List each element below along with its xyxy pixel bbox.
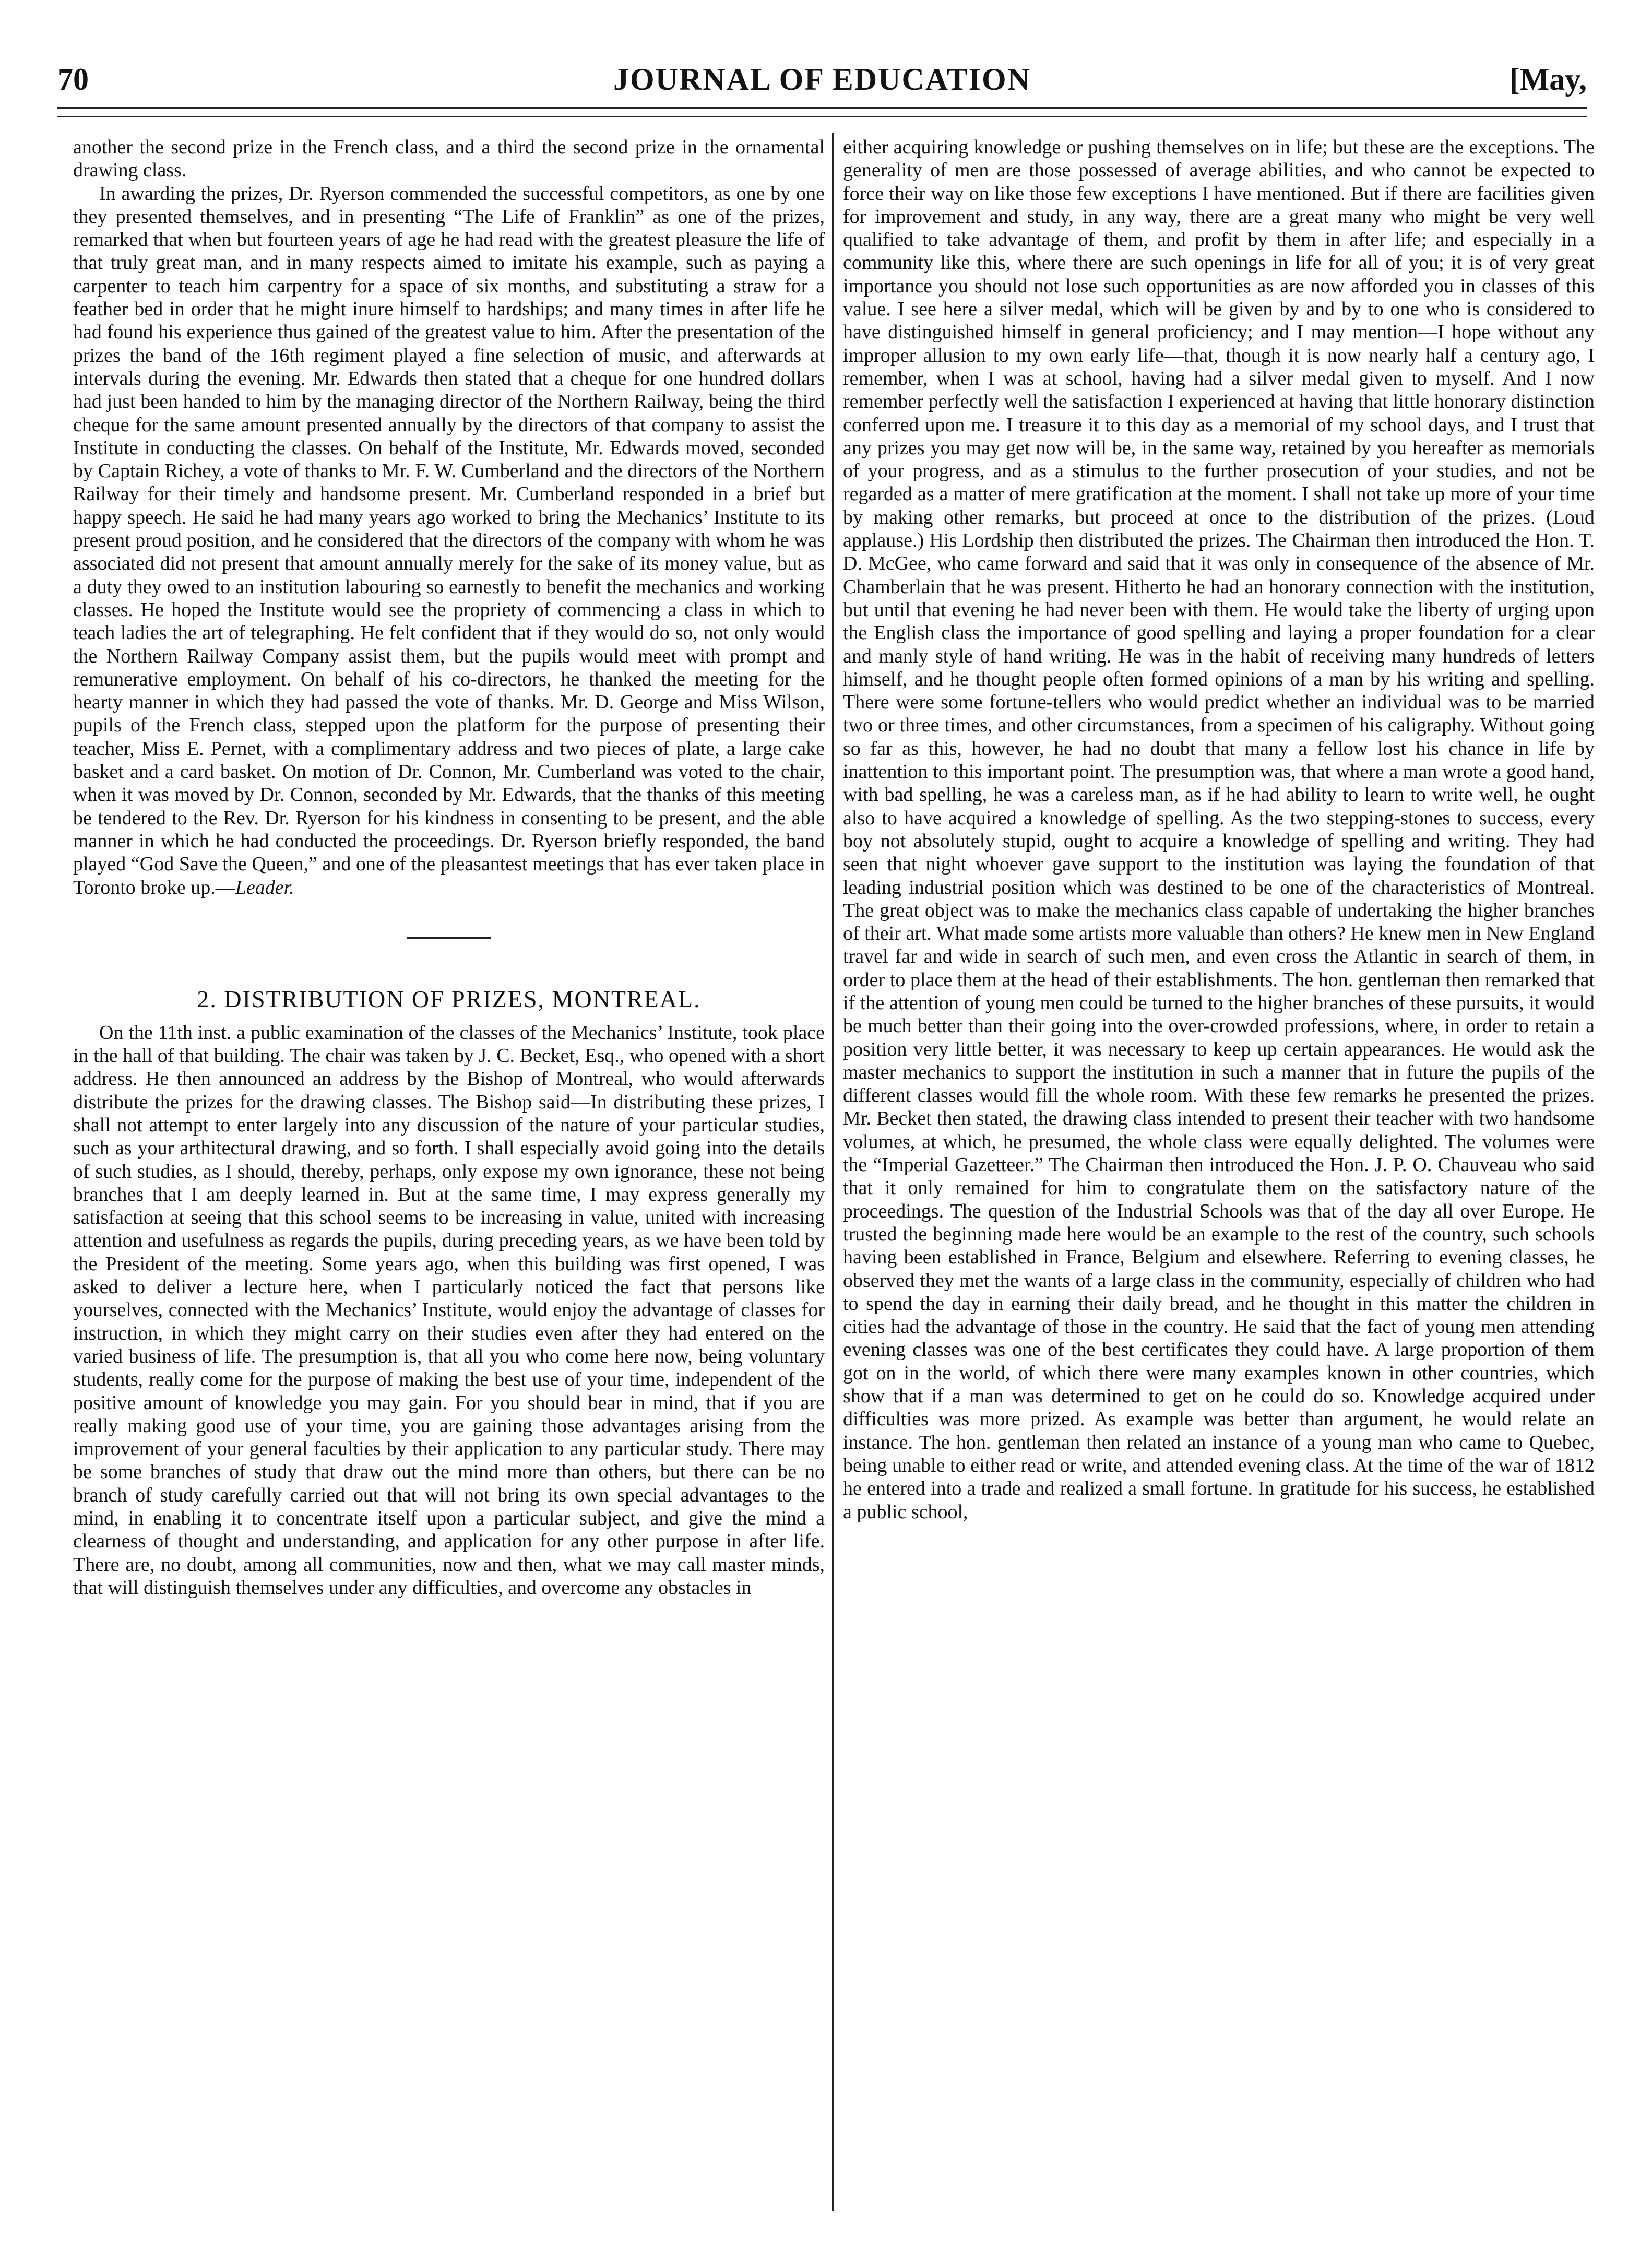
header-rule <box>57 107 1587 109</box>
column-divider <box>832 133 834 2211</box>
section-separator <box>407 937 491 939</box>
page-number: 70 <box>57 62 89 97</box>
paragraph <box>73 182 825 899</box>
paragraph: either acquiring knowledge or pushing themselves on in life; but these are the exceptions. The generality of men are those possessed of average abilities, and who cannot be expected to force their way on like those few exceptions I have mentioned. But if there are facilities given for improvement and study, in any way, there are a great many who might be very well qualified to take advantage of them, and profit by them in after life; and especially in a community like this, where there are such openings in life for all of you; it is of very great importance you should not lose such opportunities as are now afforded you in classes of this value. I see here a silver medal, which will be given by and by to one who is considered to have distinguished himself in general proficiency; and I may mention—I hope without any improper allusion to my own early life—that, though it is now nearly half a century ago, I remember, when I was at school, having had a silver medal given to myself. And I now remember perfectly well the satisfaction I experienced at having that little honorary distinction conferred upon me. I treasure it to this day as a memorial of my school days, and I trust that any prizes you may get now will be, in the same way, retained by you hereafter as memorials of your progress, and as a stimulus to the further prosecution of your studies, and not be regarded as a matter of mere gratification at the moment. I shall not take up more of your time by making other remarks, but proceed at once to the distribution of the prizes. (Loud applause.) His Lordship then distributed the prizes. The Chairman then introduced the Hon. T. D. McGee, who came forward and said that it was only in consequence of the absence of Mr. Chamberlain that he was present. Hitherto he had an honorary connection with the institution, but until that evening he had never been with them. He would take the liberty of urging upon the English class the importance of good spelling and laying a proper foundation for a clear and manly style of hand writing. He was in the habit of receiving many hundreds of letters himself, and he thought people often formed opinions of a man by his writing and spelling. There were some fortune-tellers who would predict whether an individual was to be married two or three times, and other circumstances, from a specimen of his caligraphy. Without going so far as this, however, he had no doubt that many a fellow lost his chance in life by inattention to this important point. The presumption was, that where a man wrote a good hand, with bad spelling, he was a careless man, as if he had ability to learn to write well, he ought also to have acquired a knowledge of spelling. As the two stepping-stones to success, every boy not absolutely stupid, ought to acquire a knowledge of spelling and writing. They had seen that night whoever gave support to the institution was laying the foundation of that leading industrial position which was destined to be one of the characteristics of Montreal. The great object was to make the mechanics class capable of undertaking the higher branches of their art. What made some artists more valuable than others? He knew men in New England travel far and wide in search of such men, and even cross the Atlantic in search of them, in order to place them at the head of their establishments. The hon. gentleman then remarked that if the attention of young men could be turned to the higher branches of these pursuits, it would be much better than their going into the over-crowded professions, where, in order to retain a position very little better, it was necessary to keep up certain appearances. He would ask the master mechanics to support the institution in such a manner that in future the pupils of the different classes would fill the whole room. With these few remarks he presented the prizes. Mr. Becket then stated, the drawing class intended to present their teacher with two handsome volumes, at which, he presumed, the whole class were equally delighted. The volumes were the “Imperial Gazetteer.” The Chairman then introduced the Hon. J. P. O. Chauveau who said that it only remained for him to congratulate them on the satisfactory nature of the proceedings. The question of the Industrial Schools was that of the day all over Europe. He trusted the beginning made here would be an example to the rest of the country, such schools having been established in France, Belgium and elsewhere. Referring to evening classes, he observed they met the wants of a large class in the community, especially of children who had to spend the day in earning their daily bread, and he thought in this matter the children in cities had the advantage of those in the country. He said that the fact of young men attending evening classes was one of the best certificates they could have. A large proportion of them got on in the world, of which there were many examples known in other countries, which show that if a man was determined to get on he could do so. Knowledge acquired under difficulties was more prized. As example was better than argument, he would relate an instance. The hon. gentleman then related an instance of a young man who came to Quebec, being unable to either read or write, and attended evening class. At the time of the war of 1812 he entered into a trade and realized a small fortune. In gratitude for his success, he established a public school, <box>843 136 1595 1523</box>
section-heading: 2. DISTRIBUTION OF PRIZES, MONTREAL. <box>197 985 701 1012</box>
journal-title: JOURNAL OF EDUCATION <box>613 62 1031 97</box>
paragraph: another the second prize in the French class, and a third the second prize in the ornamental drawing class. <box>73 136 825 182</box>
header-rule-thin <box>57 116 1587 117</box>
month-label: [May, <box>1509 62 1587 97</box>
left-column <box>73 136 825 2206</box>
right-column <box>843 136 1595 2206</box>
paragraph-text: In awarding the prizes, Dr. Ryerson commended the successful competitors, as one by one they presented themselves, and in presenting “The Life of Franklin” as one of the prizes, remarked that when but fourteen years of age he had read with the greatest pleasure the life of that truly great man, and in many respects aimed to imitate his example, such as paying a carpenter to teach him carpentry for a space of six months, and substituting a straw for a feather bed in order that he might inure himself to hardships; and many times in after life he had found his experience thus gained of the greatest value to him. After the presentation of the prizes the band of the 16th regiment played a fine selection of music, and afterwards at intervals during the evening. Mr. Edwards then stated that a cheque for one hundred dollars had just been handed to him by the managing director of the Northern Railway, being the third cheque for the same amount presented annually by the directors of that company to assist the Institute in conducting the classes. On behalf of the Institute, Mr. Edwards moved, seconded by Captain Richey, a vote of thanks to Mr. F. W. Cumberland and the directors of the Northern Railway for their timely and handsome present. Mr. Cumberland responded in a brief but happy speech. He said he had many years ago worked to bring the Mechanics’ Institute to its present proud position, and he considered that the directors of the company with whom he was associated did not present that amount annually merely for the sake of its money value, but as a duty they owed to an institution labouring so earnestly to benefit the mechanics and working classes. He hoped the Institute would see the propriety of commencing a class in which to teach ladies the art of telegraphing. He felt confident that if they would do so, not only would the Northern Railway Company assist them, but the pupils would meet with prompt and remunerative employment. On behalf of his co-directors, he thanked the meeting for the hearty manner in which they had passed the vote of thanks. Mr. D. George and Miss Wilson, pupils of the French class, stepped upon the platform for the purpose of presenting their teacher, Miss E. Pernet, with a complimentary address and two pieces of plate, a large cake basket and a card basket. On motion of Dr. Connon, Mr. Cumberland was voted to the chair, when it was moved by Dr. Connon, seconded by Mr. Edwards, that the thanks of this meeting be tendered to the Rev. Dr. Ryerson for his kindness in consenting to be present, and the able manner in which he had conducted the proceedings. Dr. Ryerson briefly responded, the band played “God Save the Queen,” and one of the pleasantest meetings that has ever taken place in Toronto broke up.— <box>73 182 825 899</box>
paragraph: On the 11th inst. a public examination of the classes of the Mechanics’ Institute, took place in the hall of that building. The chair was taken by J. C. Becket, Esq., who opened with a short address. He then announced an address by the Bishop of Montreal, who would afterwards distribute the prizes for the drawing classes. The Bishop said—In distributing these prizes, I shall not attempt to enter largely into any discussion of the nature of your particular studies, such as your arthitectural drawing, and so forth. I shall especially avoid going into the details of such studies, as I should, thereby, perhaps, only expose my own ignorance, these not being branches that I am deeply learned in. But at the same time, I may express generally my satisfaction at seeing that this school seems to be increasing in value, united with increasing attention and usefulness as regards the pupils, during preceding years, as we have been told by the President of the meeting. Some years ago, when this building was first opened, I was asked to deliver a lecture here, when I particularly noticed the fact that persons like yourselves, connected with the Mechanics’ Institute, would enjoy the advantage of classes for instruction, in which they might carry on their studies even after they had entered on the varied business of life. The presumption is, that all you who come here now, being voluntary students, really come for the purpose of making the best use of your time, independent of the positive amount of knowledge you may gain. For you should bear in mind, that if you are really making good use of your time, you are gaining those advantages arising from the improvement of your general faculties by their application to any particular study. There may be some branches of study that draw out the mind more than others, but there can be no branch of study carefully carried out that will not bring its own special advantages to the mind, in enabling it to concentrate itself upon a particular subject, and give the mind a clearness of thought and understanding, and application for any other purpose in after life. There are, no doubt, among all communities, now and then, what we may call master minds, that will distinguish themselves under any difficulties, and overcome any obstacles in <box>73 1021 825 1599</box>
source-signature: Leader. <box>235 876 294 899</box>
running-head <box>57 58 1587 105</box>
